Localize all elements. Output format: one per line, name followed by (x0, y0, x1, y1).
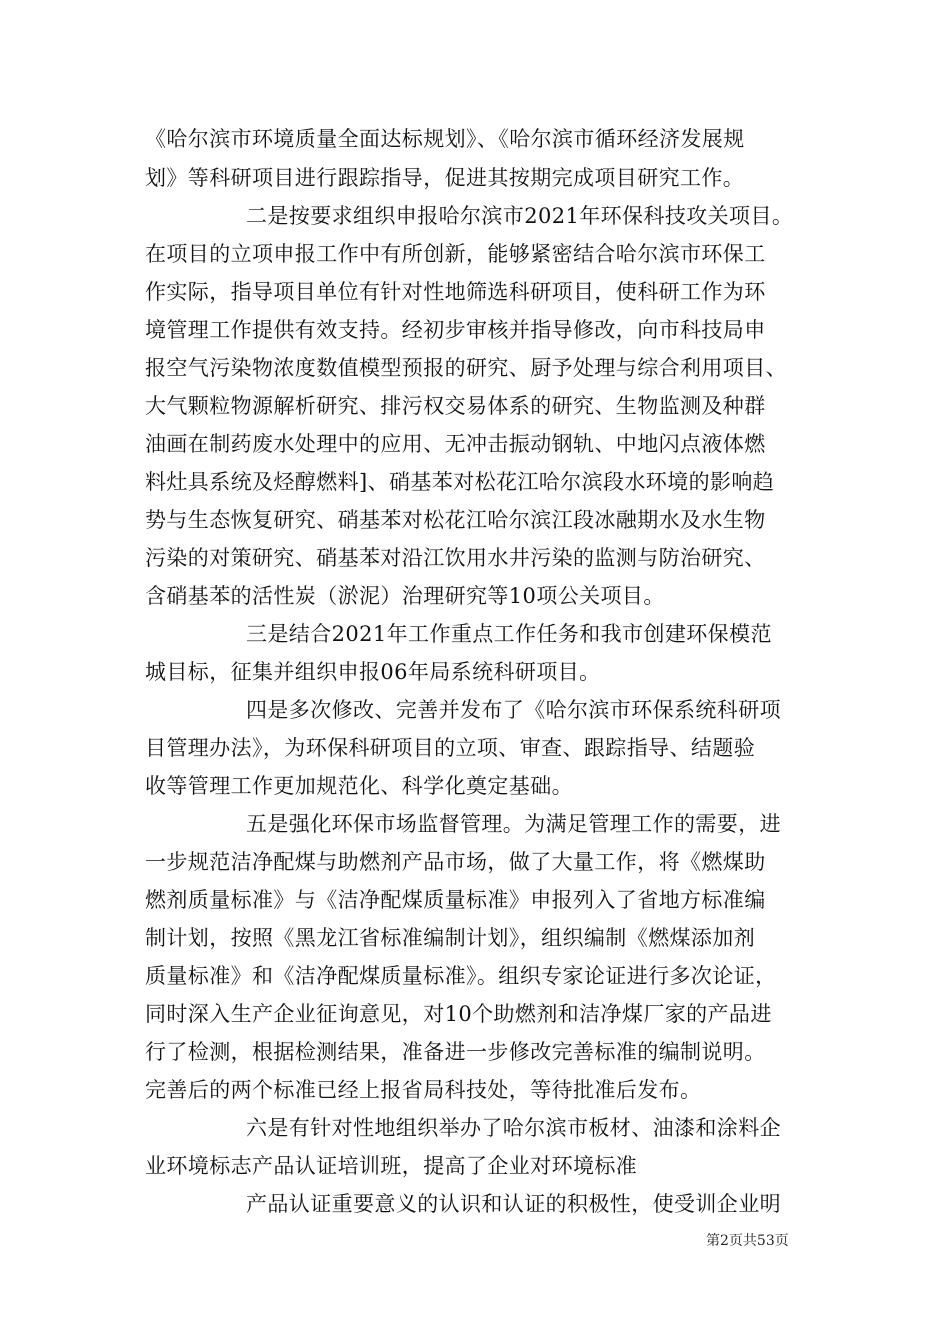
text-line: 报空气污染物浓度数值模型预报的研究、厨予处理与综合利用项目、 (145, 356, 787, 380)
text-line: 划》等科研项目进行跟踪指导，促进其按期完成项目研究工作。 (145, 166, 745, 190)
text-line: 同时深入生产企业征询意见，对10个助燃剂和洁净煤厂家的产品进 (145, 1002, 772, 1026)
text-line: 境管理工作提供有效支持。经初步审核并指导修改，向市科技局申 (145, 318, 766, 342)
paragraph-start-line: 五是强化环保市场监督管理。为满足管理工作的需要，进 (246, 812, 781, 836)
text-line: 在项目的立项申报工作中有所创新，能够紧密结合哈尔滨市环保工 (145, 242, 766, 266)
text-line: 料灶具系统及烃醇燃料]、硝基苯对松花江哈尔滨段水环境的影响趋 (145, 470, 775, 494)
text-line: 作实际，指导项目单位有针对性地筛选科研项目，使科研工作为环 (145, 280, 766, 304)
text-line: 城目标，征集并组织申报06年局系统科研项目。 (145, 660, 601, 684)
paragraph-start-line: 六是有针对性地组织举办了哈尔滨市板材、油漆和涂料企 (246, 1116, 781, 1140)
text-line: 一步规范洁净配煤与助燃剂产品市场，做了大量工作，将《燃煤助 (145, 850, 766, 874)
paragraph-start-line: 二是按要求组织申报哈尔滨市2021年环保科技攻关项目。 (246, 204, 794, 228)
page-number-footer: 第2页共53页 (706, 1233, 789, 1249)
text-line: 大气颗粒物源解析研究、排污权交易体系的研究、生物监测及种群 (145, 394, 766, 418)
paragraph-start-line: 产品认证重要意义的认识和认证的积极性，使受训企业明 (246, 1192, 781, 1216)
text-line: 燃剂质量标准》与《洁净配煤质量标准》申报列入了省地方标准编 (145, 888, 766, 912)
text-line: 收等管理工作更加规范化、科学化奠定基础。 (145, 774, 573, 798)
text-line: 业环境标志产品认证培训班，提高了企业对环境标准 (145, 1154, 638, 1178)
text-line: 行了检测，根据检测结果，准备进一步修改完善标准的编制说明。 (145, 1040, 766, 1064)
text-line: 《哈尔滨市环境质量全面达标规划》、《哈尔滨市循环经济发展规 (145, 127, 745, 151)
text-line: 质量标准》和《洁净配煤质量标准》。组织专家论证进行多次论证， (145, 964, 777, 988)
paragraph-start-line: 三是结合2021年工作重点工作任务和我市创建环保模范 (246, 622, 772, 646)
text-line: 完善后的两个标准已经上报省局科技处，等待批准后发布。 (145, 1078, 702, 1102)
paragraph-start-line: 四是多次修改、完善并发布了《哈尔滨市环保系统科研项 (246, 698, 781, 722)
text-line: 污染的对策研究、硝基苯对沿江饮用水井污染的监测与防治研究、 (145, 546, 766, 570)
text-line: 目管理办法》，为环保科研项目的立项、审查、跟踪指导、结题验 (145, 736, 756, 760)
text-line: 油画在制药废水处理中的应用、无冲击振动钢轨、中地闪点液体燃 (145, 432, 766, 456)
text-line: 制计划，按照《黑龙江省标准编制计划》，组织编制《燃煤添加剂 (145, 926, 756, 950)
text-line: 含硝基苯的活性炭（淤泥）治理研究等10项公关项目。 (145, 584, 665, 608)
text-line: 势与生态恢复研究、硝基苯对松花江哈尔滨江段冰融期水及水生物 (145, 508, 766, 532)
